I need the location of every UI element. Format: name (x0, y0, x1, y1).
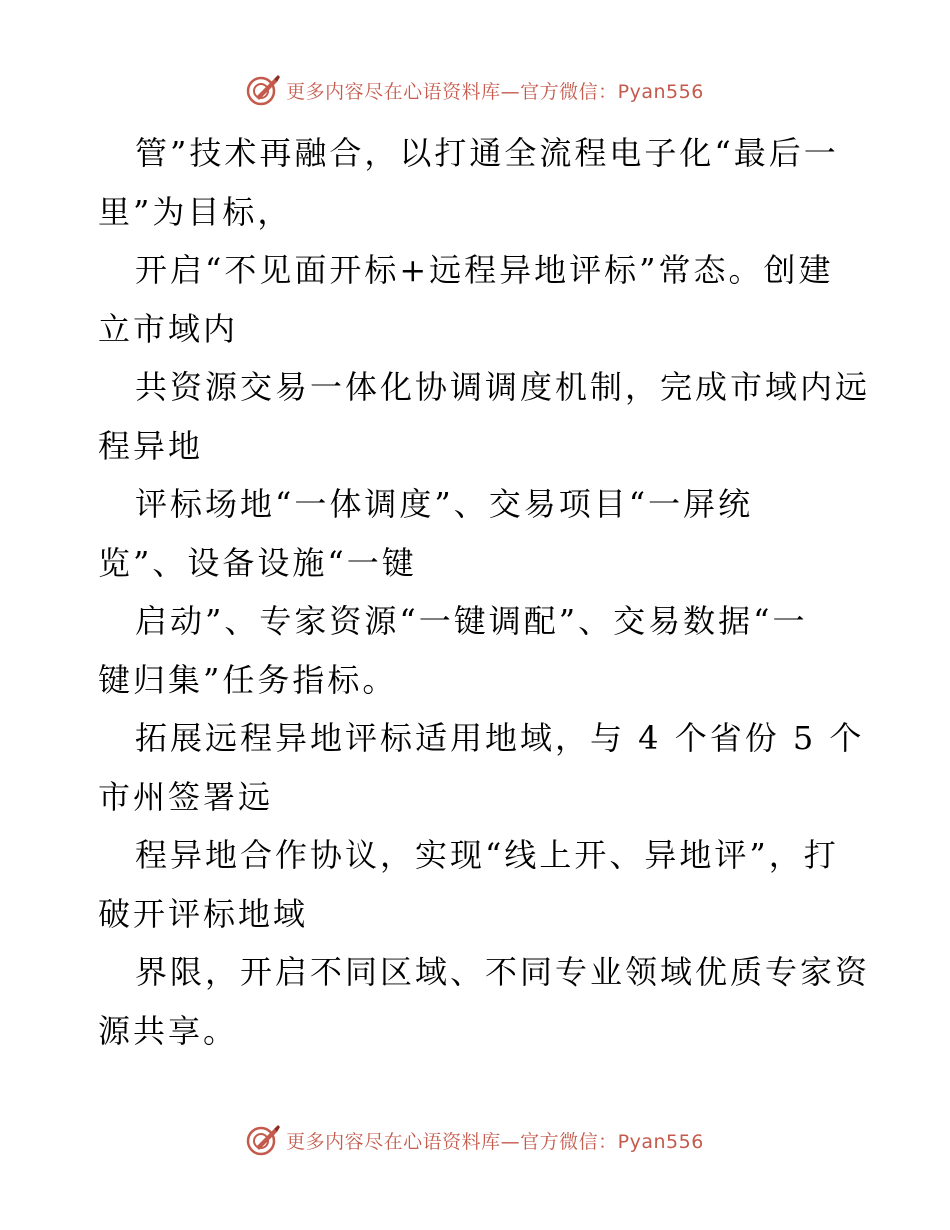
body-line: 评标场地“一体调度”、交易项目“一屏统 (135, 485, 754, 523)
body-line: 源共享。 (98, 1011, 239, 1050)
body-line: 拓展远程异地评标适用地域，与 4 个省份 5 个 (135, 719, 865, 757)
body-line: 立市域内 (98, 309, 239, 348)
body-line: 管”技术再融合，以打通全流程电子化“最后一 (135, 134, 839, 172)
body-line: 程异地合作协议，实现“线上开、异地评”，打 (135, 836, 839, 874)
body-line: 破开评标地域 (98, 894, 309, 933)
body-line: 里”为目标， (98, 192, 293, 231)
body-line: 共资源交易一体化协调调度机制，完成市域内远 (135, 368, 871, 406)
body-line: 市州签署远 (98, 777, 274, 816)
pen-logo-icon (246, 73, 280, 107)
body-line: 界限，开启不同区域、不同专业领域优质专家资 (135, 953, 871, 991)
body-line: 启动”、专家资源“一键调配”、交易数据“一 (135, 602, 808, 640)
document-body (98, 124, 871, 1060)
pen-logo-icon (246, 1123, 280, 1157)
body-line: 览”、设备设施“一键 (98, 543, 417, 582)
footer-banner (0, 1120, 950, 1160)
header-banner-text: 更多内容尽在心语资料库—官方微信：Pyan556 (286, 80, 704, 103)
body-line: 程异地 (98, 426, 204, 465)
body-line: 键归集”任务指标。 (98, 660, 398, 699)
header-banner (0, 70, 950, 110)
body-line: 开启“不见面开标+远程异地评标”常态。创建 (135, 251, 834, 289)
footer-banner-text: 更多内容尽在心语资料库—官方微信：Pyan556 (286, 1130, 704, 1153)
